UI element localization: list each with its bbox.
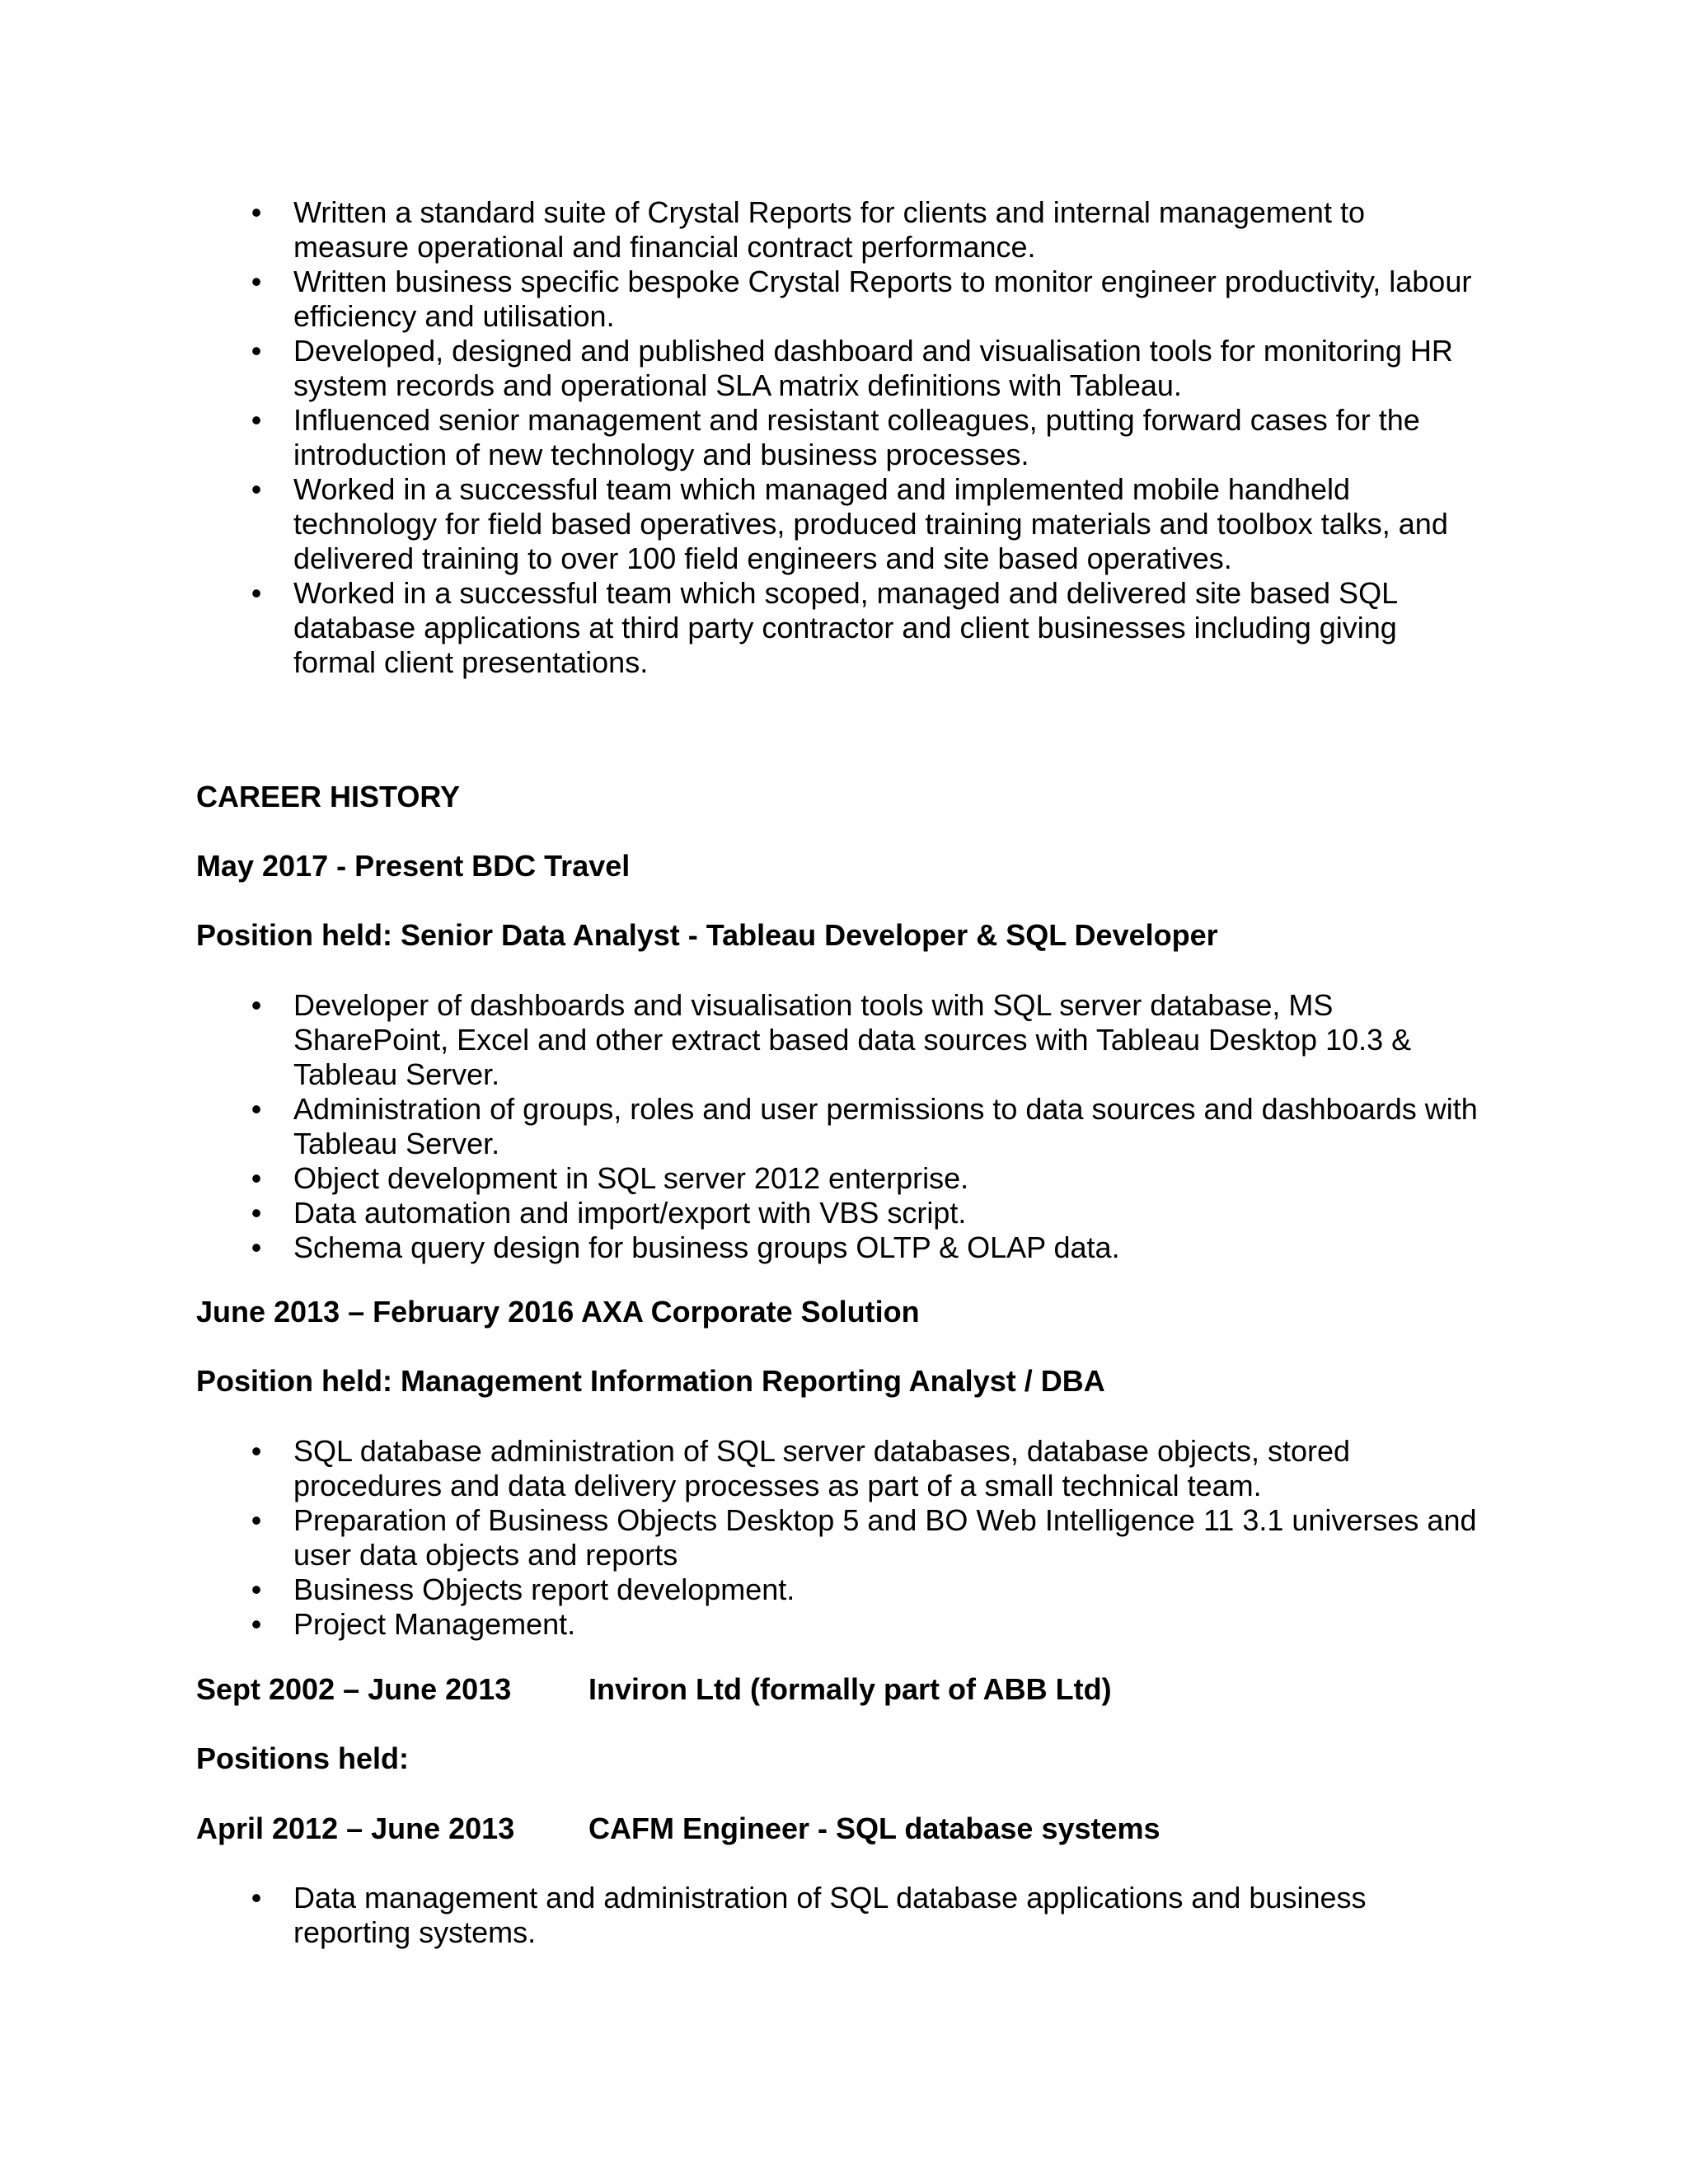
bullet-text: Administration of groups, roles and user permissions to data sources and dashboards with Tableau Server.: [293, 1092, 1478, 1160]
job-dates-bdc: May 2017 - Present BDC Travel: [196, 849, 631, 883]
role-header-inviron: [196, 1811, 1482, 1846]
bullet-text: Schema query design for business groups OLTP & OLAP data.: [293, 1230, 1120, 1264]
role-title: CAFM Engineer - SQL database systems: [588, 1811, 1160, 1845]
list-item: [196, 1434, 1482, 1503]
list-item: [196, 334, 1482, 403]
job-position-bdc: Position held: Senior Data Analyst - Tableau Developer & SQL Developer: [196, 918, 1218, 952]
bullet-glyph: •: [251, 334, 262, 368]
bullet-text: Worked in a successful team which managed and implemented mobile handheld technology for field based operatives, produced training materials and toolbox talks, and delivered training to over 100 field engineers and site based operatives.: [293, 472, 1448, 575]
list-item: [196, 195, 1482, 265]
list-item: [196, 1607, 1482, 1642]
job-dates-inviron: Sept 2002 – June 2013: [196, 1672, 512, 1706]
list-item: [196, 1092, 1482, 1161]
bullet-text: Data management and administration of SQL database applications and business reporting systems.: [293, 1881, 1367, 1949]
bullet-glyph: •: [251, 988, 262, 1022]
bullet-text: Data automation and import/export with VBS script.: [293, 1196, 967, 1230]
list-item: [196, 1881, 1482, 1950]
list-item: [196, 1161, 1482, 1196]
bullet-glyph: •: [251, 1230, 262, 1264]
job-company-inviron: Inviron Ltd (formally part of ABB Ltd): [588, 1672, 1112, 1706]
bullet-glyph: •: [251, 1161, 262, 1195]
bullet-text: SQL database administration of SQL server databases, database objects, stored procedures and data delivery processes as part of a small technical team.: [293, 1434, 1351, 1502]
bullet-text: Developer of dashboards and visualisation tools with SQL server database, MS SharePoint, Excel and other extract based data sources with Tableau Desktop 10.3 & Tableau Server.: [293, 988, 1412, 1091]
positions-label: Positions held:: [196, 1741, 410, 1775]
bullet-text: Written a standard suite of Crystal Reports for clients and internal management to measure operational and financial contract performance.: [293, 195, 1365, 264]
job-bullets-inviron: [196, 1881, 1482, 1950]
job-dates-axa: June 2013 – February 2016 AXA Corporate Solution: [196, 1295, 920, 1329]
bullet-glyph: •: [251, 195, 262, 229]
bullet-glyph: •: [251, 265, 262, 298]
job-position-axa: Position held: Management Information Reporting Analyst / DBA: [196, 1364, 1105, 1398]
list-item: [196, 1196, 1482, 1230]
list-item: [196, 1572, 1482, 1607]
job-bullets-axa: [196, 1434, 1482, 1642]
job-bullets-bdc: [196, 988, 1482, 1265]
bullet-glyph: •: [251, 1572, 262, 1606]
bullet-text: Written business specific bespoke Crystal Reports to monitor engineer productivity, labour efficiency and utilisation.: [293, 265, 1472, 333]
bullet-glyph: •: [251, 1503, 262, 1537]
bullet-glyph: •: [251, 1434, 262, 1468]
bullet-glyph: •: [251, 1092, 262, 1126]
bullet-text: Influenced senior management and resistant colleagues, putting forward cases for the introduction of new technology and business processes.: [293, 403, 1420, 471]
list-item: [196, 472, 1482, 576]
bullet-glyph: •: [251, 1607, 262, 1641]
bullet-text: Project Management.: [293, 1607, 576, 1641]
bullet-glyph: •: [251, 403, 262, 437]
bullet-text: Developed, designed and published dashboard and visualisation tools for monitoring HR system records and operational SLA matrix definitions with Tableau.: [293, 334, 1453, 402]
bullet-text: Object development in SQL server 2012 enterprise.: [293, 1161, 969, 1195]
section-title: CAREER HISTORY: [196, 780, 461, 813]
bullet-glyph: •: [251, 576, 262, 610]
bullet-text: Preparation of Business Objects Desktop 5 and BO Web Intelligence 11 3.1 universes and user data objects and reports: [293, 1503, 1477, 1572]
list-item: [196, 988, 1482, 1092]
bullet-text: Worked in a successful team which scoped, managed and delivered site based SQL database applications at third party contractor and client businesses including giving formal client presentations.: [293, 576, 1397, 679]
bullet-glyph: •: [251, 1196, 262, 1230]
job-header-inviron: [196, 1672, 1482, 1707]
bullet-text: Business Objects report development.: [293, 1572, 795, 1606]
list-item: [196, 265, 1482, 334]
bullet-glyph: •: [251, 1881, 262, 1915]
list-item: [196, 1230, 1482, 1265]
list-item: [196, 1503, 1482, 1572]
bullet-glyph: •: [251, 472, 262, 506]
list-item: [196, 576, 1482, 680]
role-dates: April 2012 – June 2013: [196, 1811, 515, 1845]
list-item: [196, 403, 1482, 472]
intro-bullets: [196, 195, 1482, 680]
